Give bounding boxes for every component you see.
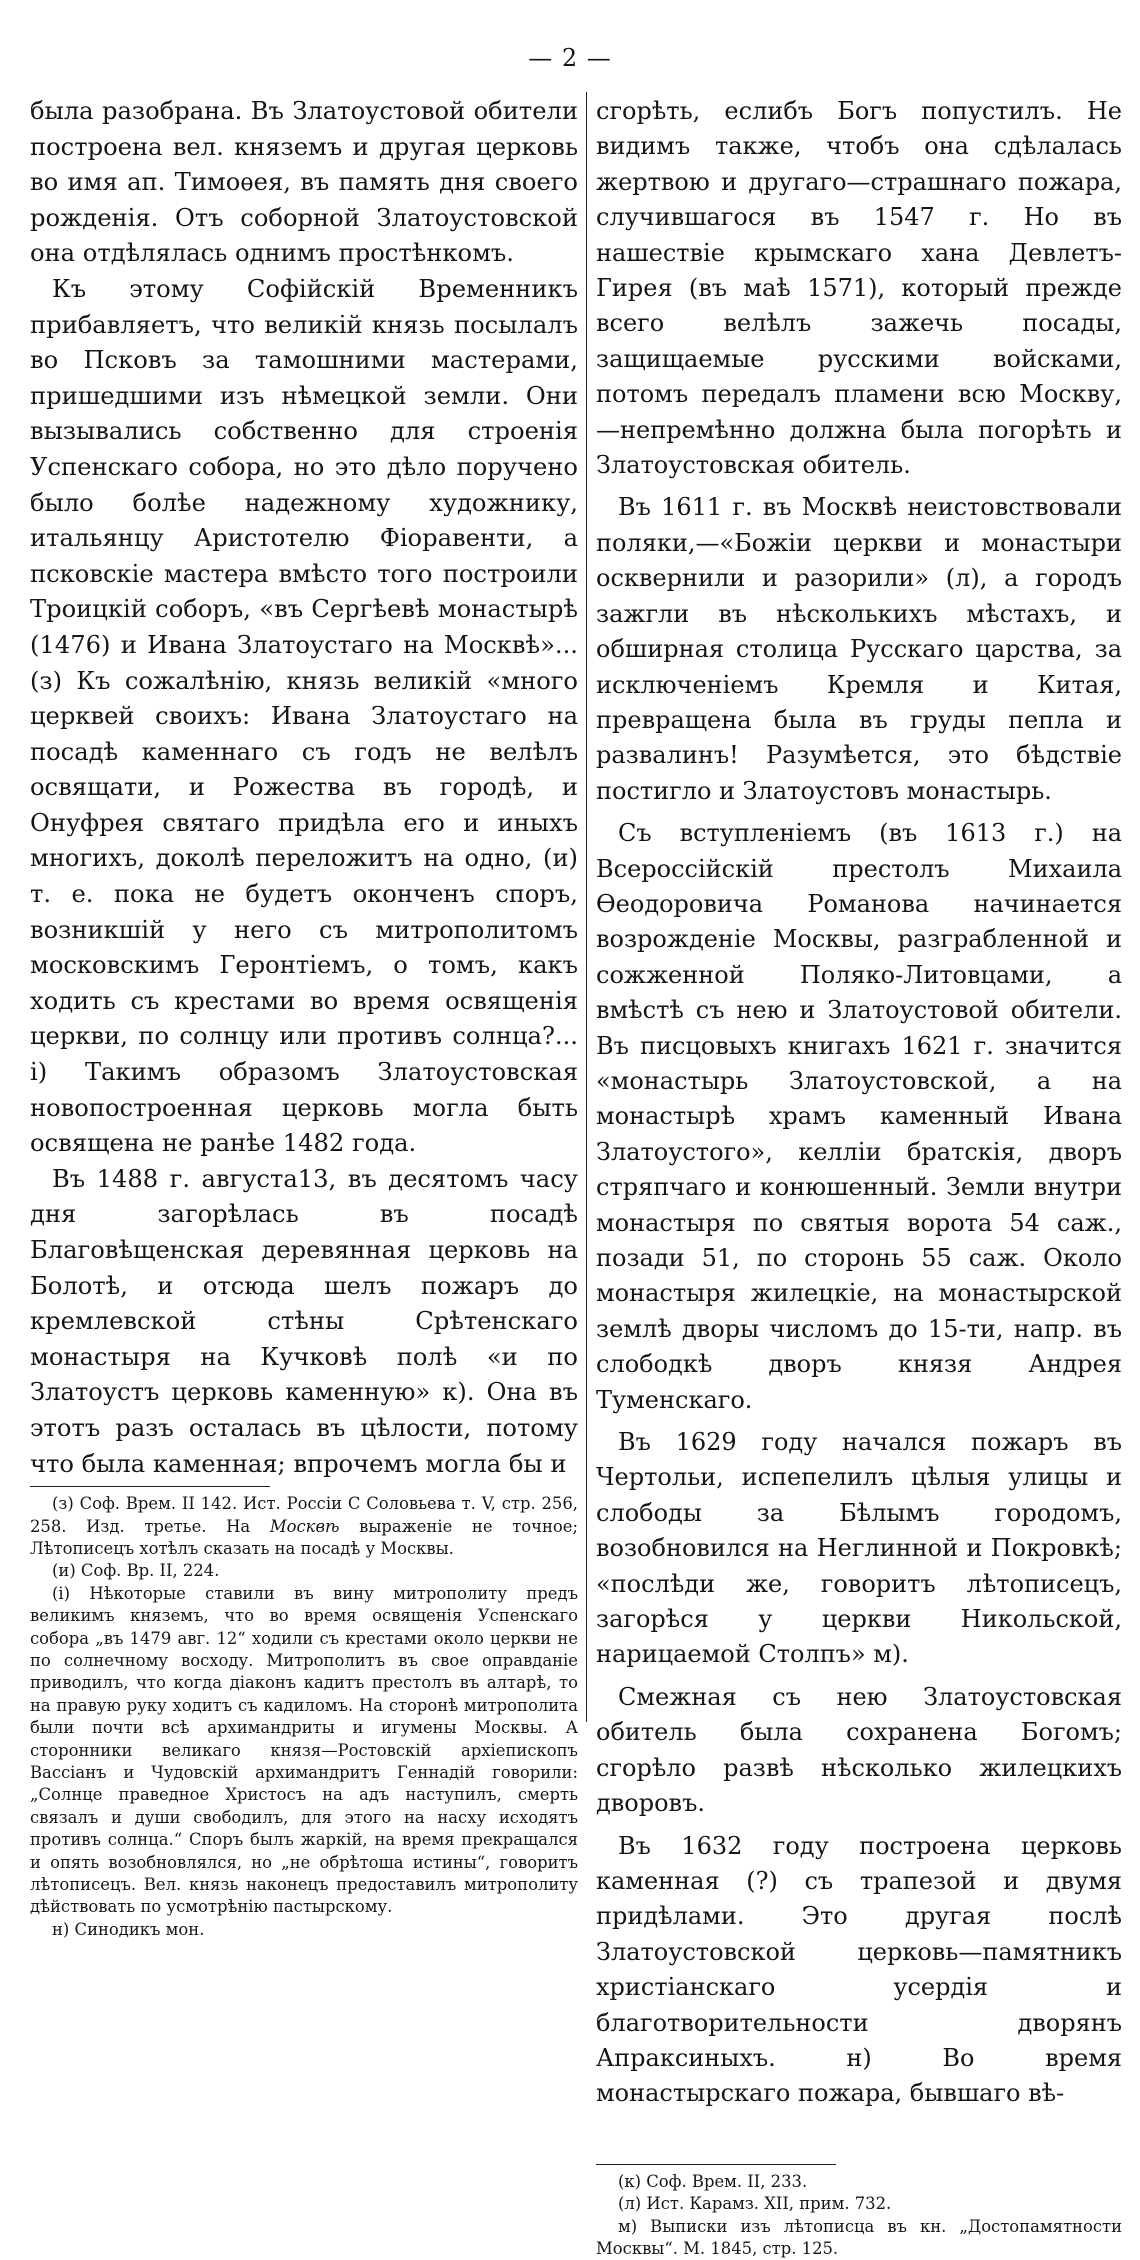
paragraph: Къ этому Софійскій Временникъ прибавляетъ, что великій князь посылалъ во Псковъ за тамошними мастерами, пришедшими изъ нѣмецкой земли. Они вызывались собственно для строенія Успенскаго собора, но это дѣло поручено было болѣе надежному художнику, итальянцу Аристотелю Фіоравенти, а псковскіе мастера вмѣсто того построили Троицкій соборъ, «въ Сергѣевѣ монастырѣ (1476) и Ивана Златоустаго на Москвѣ»... (з) Къ сожалѣнію, князь великій «много церквей своихъ: Ивана Златоустаго на посадѣ каменнаго съ годъ не велѣлъ освящати, и Рожества въ городѣ, и Онуфрея святаго придѣла его и иныхъ многихъ, доколѣ переложитъ на одно, (и) т. е. пока не будетъ оконченъ споръ, возникшій у него съ митрополитомъ московскимъ Геронтіемъ, о томъ, какъ ходить съ крестами во время освященія церкви, по солнцу или противъ солнца?... і) Такимъ образомъ Златоустовская новопостроенная церковь могла быть освящена не ранѣе 1482 года. xyxy=(30,274,578,1158)
left-column xyxy=(30,94,578,1941)
paragraph: Смежная съ нею Златоустовская обитель была сохранена Богомъ; сгорѣло развѣ нѣсколько жилецкихъ дворовъ. xyxy=(596,1682,1122,1818)
footnote: (к) Соф. Врем. II, 233. xyxy=(618,2171,808,2191)
paragraph: была разобрана. Въ Златоустовой обители построена вел. княземъ и другая церковь во имя ап. Тимоѳея, въ память дня своего рожденія. Отъ соборной Златоустовской она отдѣлялась однимъ простѣнкомъ. xyxy=(30,97,578,268)
footnote-italic-word: Москвѣ xyxy=(269,1516,340,1536)
footnote-text: выраженіе не точное; Лѣтописецъ хотѣлъ сказать на посадѣ у Москвы. xyxy=(30,1516,578,1558)
paragraph: Въ 1632 году построена церковь каменная (?) съ трапезой и двумя придѣлами. Это другая послѣ Златоустовской церковь—памятникъ христіанскаго усердія и благотворительности дворянъ Апраксиныхъ. н) Во время монастырскаго пожара, бывшаго вѣ- xyxy=(596,1831,1122,2108)
footnote xyxy=(30,1493,578,1560)
paragraph: сгорѣть, еслибъ Богъ попустилъ. Не видимъ также, чтобъ она сдѣлалась жертвою и другаго—страшнаго пожара, случившагося въ 1547 г. Но въ нашествіе крымскаго хана Девлетъ-Гирея (въ маѣ 1571), который прежде всего велѣлъ зажечь посады, защищаемые русскими войсками, потомъ передалъ пламени всю Москву,—непремѣнно должна была погорѣть и Златоустовская обитель. xyxy=(596,97,1122,480)
right-body-text xyxy=(596,94,1122,2112)
footnote: (и) Соф. Вр. II, 224. xyxy=(52,1561,220,1581)
paragraph: Въ 1611 г. въ Москвѣ неистовствовали поляки,—«Божіи церкви и монастыри осквернили и разорили» (л), а городъ зажгли въ нѣсколькихъ мѣстахъ, и обширная столица Русскаго царства, за исключеніемъ Кремля и Китая, превращена была въ груды пепла и развалинъ! Разумѣется, это бѣдствіе постигло и Златоустовъ монастырь. xyxy=(596,493,1122,805)
footnote-text: (з) Соф. Врем. II 142. Ист. Россіи С Соловьева т. V, стр. 256, 258. Изд. третье. На xyxy=(30,1494,578,1536)
footnote-rule xyxy=(30,1486,270,1487)
footnote: (л) Ист. Карамз. XII, прим. 732. xyxy=(618,2194,892,2214)
paragraph: Въ 1629 году начался пожаръ въ Чертольи, испепелилъ цѣлыя улицы и слободы за Бѣлымъ городомъ, возобновился на Неглинной и Покровкѣ; «послѣди же, говоритъ лѣтописецъ, загорѣся у церкви Никольской, нарицаемой Столпъ» м). xyxy=(596,1428,1122,1669)
footnote-rule xyxy=(596,2164,836,2165)
footnote: м) Выписки изъ лѣтописца въ кн. „Достопамятности Москвы“. М. 1845, стр. 125. xyxy=(596,2216,1122,2258)
left-footnotes xyxy=(30,1493,578,1941)
paragraph: Въ 1488 г. августа13, въ десятомъ часу дня загорѣлась въ посадѣ Благовѣщенская деревянная церковь на Болотѣ, и отсюда шелъ пожаръ до кремлевской стѣны Срѣтенскаго монастыря на Кучковѣ полѣ «и по Златоустъ церковь каменную» к). Она въ этотъ разъ осталась въ цѣлости, потому что была каменная; впрочемъ могла бы и xyxy=(30,1164,578,1478)
page-number: — 2 — xyxy=(528,44,612,72)
right-footnotes xyxy=(596,2171,1122,2260)
footnote: (і) Нѣкоторые ставили въ вину митрополиту предъ великимъ княземъ, что во время освященія Успенскаго собора „въ 1479 авг. 12“ ходили съ крестами около церкви не по солнечному восходу. Митрополитъ въ свое оправданіе приводилъ, что когда діаконъ кадитъ престолъ въ алтарѣ, то на правую руку ходитъ съ кадиломъ. На сторонѣ митрополита были почти всѣ архимандриты и игумены Москвы. А сторонники великаго князя—Ростовскій архіепископъ Вассіанъ и Чудовскій архимандритъ Геннадій говорили: „Солнце праведное Христосъ на адъ наступилъ, смерть связалъ и души свободилъ, для этого на насху исходятъ противъ солнца.“ Споръ былъ жаркій, на время прекращался и опять возобновлялся, но „не обрѣтоша истины“, говоритъ лѣтописецъ. Вел. князь наконецъ предоставилъ митрополиту дѣйствовать по усмотрѣнію пастырскому. xyxy=(30,1583,578,1917)
paragraph: Съ вступленіемъ (въ 1613 г.) на Всероссійскій престолъ Михаила Ѳеодоровича Романова начинается возрожденіе Москвы, разграбленной и сожженной Поляко-Литовцами, а вмѣстѣ съ нею и Златоустовой обители. Въ писцовыхъ книгахъ 1621 г. значится «монастырь Златоустовской, а на монастырѣ храмъ каменный Ивана Златоустого», келліи братскія, дворъ стряпчаго и конюшенный. Земли внутри монастыря по святыя ворота 54 саж., позади 51, по сторонь 55 саж. Около монастыря жилецкіе, на монастырской землѣ дворы числомъ до 15-ти, напр. въ слободкѣ дворъ князя Андрея Туменскаго. xyxy=(596,819,1122,1414)
footnote: н) Синодикъ мон. xyxy=(52,1919,205,1939)
right-column xyxy=(596,94,1122,2260)
column-divider xyxy=(586,92,587,1722)
left-body-text xyxy=(30,94,578,1482)
